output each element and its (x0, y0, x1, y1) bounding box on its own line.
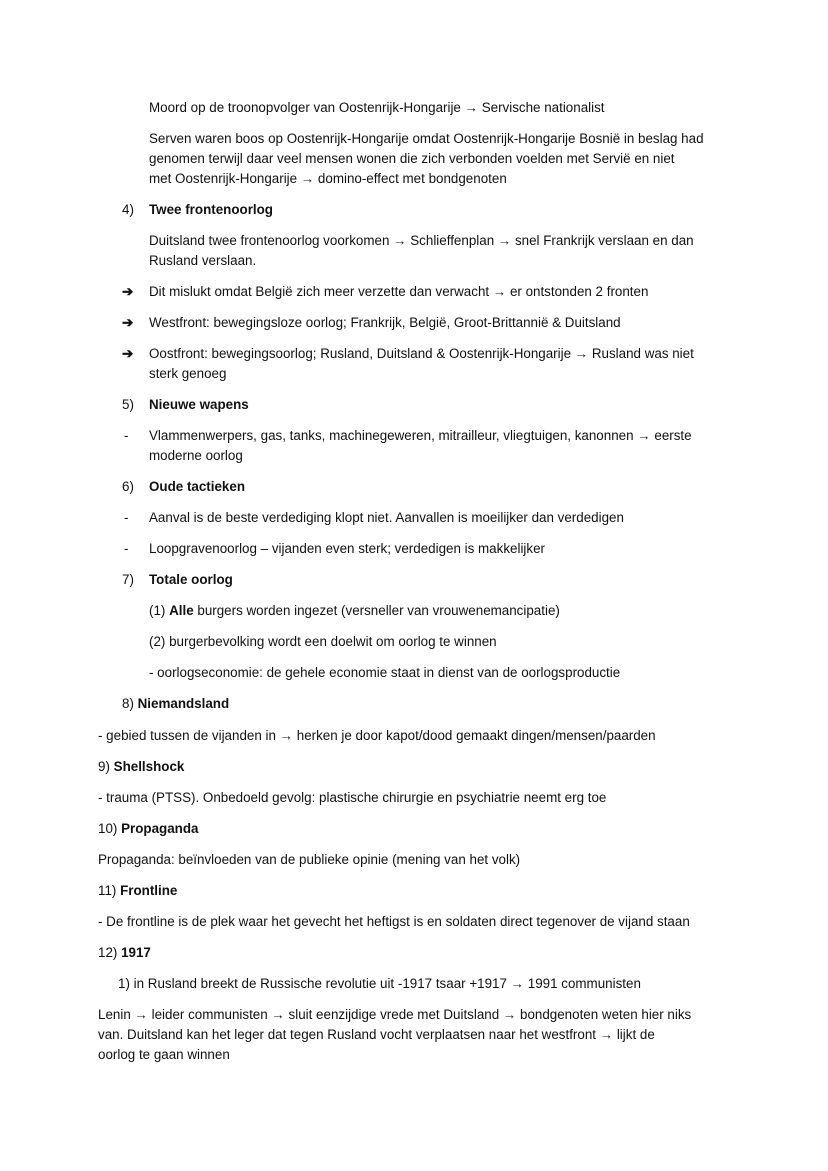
text-line: Westfront: bewegingsloze oorlog; Frankrijk, België, Groot-Brittannië & Duitsland (149, 315, 621, 330)
section-heading: Frontline (120, 883, 178, 898)
arrow-bullet-icon: ➔ (122, 346, 134, 361)
text-line: 1) in Rusland breekt de Russische revolutie uit -1917 tsaar +1917 → 1991 communisten (118, 976, 641, 991)
text-line: Duitsland twee frontenoorlog voorkomen → Schlieffenplan → snel Frankrijk verslaan en dan (149, 233, 694, 248)
dash-bullet: - (124, 541, 129, 556)
text-fragment: burgers worden ingezet (versneller van vrouwenemancipatie) (193, 603, 560, 618)
section-heading: 1917 (121, 945, 151, 960)
text-line: Rusland verslaan. (149, 253, 257, 268)
section-heading: Totale oorlog (149, 572, 233, 587)
text-line: - De frontline is de plek waar het gevecht het heftigst is en soldaten direct tegenover de vijand staan (98, 914, 690, 929)
text-fragment: (1) (149, 603, 170, 618)
text-line: genomen terwijl daar veel mensen wonen die zich verbonden voelden met Servië en niet (149, 151, 675, 166)
text-line: Moord op de troonopvolger van Oostenrijk-Hongarije → Servische nationalist (149, 100, 605, 115)
section-heading: Propaganda (121, 821, 199, 836)
list-number: 7) (122, 572, 134, 587)
section-heading: Twee frontenoorlog (149, 202, 273, 217)
text-line: oorlog te gaan winnen (98, 1047, 230, 1062)
list-number: 11) (98, 883, 121, 898)
text-line: (2) burgerbevolking wordt een doelwit om oorlog te winnen (149, 634, 497, 649)
text-line: - gebied tussen de vijanden in → herken je door kapot/dood gemaakt dingen/mensen/paarden (98, 728, 656, 743)
list-number: 5) (122, 397, 134, 412)
section-heading: Shellshock (113, 759, 185, 774)
arrow-bullet-icon: ➔ (122, 284, 134, 299)
section-heading: Oude tactieken (149, 479, 245, 494)
dash-bullet: - (124, 428, 129, 443)
list-number: 6) (122, 479, 134, 494)
section-heading-line (98, 881, 177, 901)
dash-bullet: - (124, 510, 129, 525)
text-line: Loopgravenoorlog – vijanden even sterk; verdedigen is makkelijker (149, 541, 545, 556)
section-heading-line (98, 943, 151, 963)
list-number: 10) (98, 821, 122, 836)
arrow-bullet-icon: ➔ (122, 315, 134, 330)
text-line: moderne oorlog (149, 448, 243, 463)
bold-word: Alle (169, 603, 194, 618)
text-line: Propaganda: beïnvloeden van de publieke opinie (mening van het volk) (98, 852, 521, 867)
text-line: sterk genoeg (149, 366, 227, 381)
text-line: - trauma (PTSS). Onbedoeld gevolg: plastische chirurgie en psychiatrie neemt erg toe (98, 790, 607, 805)
text-line: Dit mislukt omdat België zich meer verzette dan verwacht → er ontstonden 2 fronten (149, 284, 649, 299)
text-line: van. Duitsland kan het leger dat tegen Rusland vocht verplaatsen naar het westfront → lijkt de (98, 1027, 655, 1042)
section-heading: Niemandsland (137, 696, 230, 711)
text-line: Oostfront: bewegingsoorlog; Rusland, Duitsland & Oostenrijk-Hongarije → Rusland was niet (149, 346, 694, 361)
section-heading-line (122, 694, 229, 714)
text-line (149, 601, 560, 621)
section-heading-line (98, 819, 198, 839)
list-number: 12) (98, 945, 122, 960)
section-heading-line (98, 757, 184, 777)
text-line: Vlammenwerpers, gas, tanks, machinegeweren, mitrailleur, vliegtuigen, kanonnen → eerste (149, 428, 692, 443)
list-number: 4) (122, 202, 134, 217)
list-number: 9) (98, 759, 114, 774)
section-heading: Nieuwe wapens (149, 397, 249, 412)
list-number: 8) (122, 696, 138, 711)
text-line: - oorlogseconomie: de gehele economie staat in dienst van de oorlogsproductie (149, 665, 621, 680)
text-line: met Oostenrijk-Hongarije → domino-effect met bondgenoten (149, 171, 507, 186)
text-line: Serven waren boos op Oostenrijk-Hongarije omdat Oostenrijk-Hongarije Bosnië in beslag had (149, 131, 704, 146)
text-line: Lenin → leider communisten → sluit eenzijdige vrede met Duitsland → bondgenoten weten hier niks (98, 1007, 692, 1022)
text-line: Aanval is de beste verdediging klopt niet. Aanvallen is moeilijker dan verdedigen (149, 510, 624, 525)
